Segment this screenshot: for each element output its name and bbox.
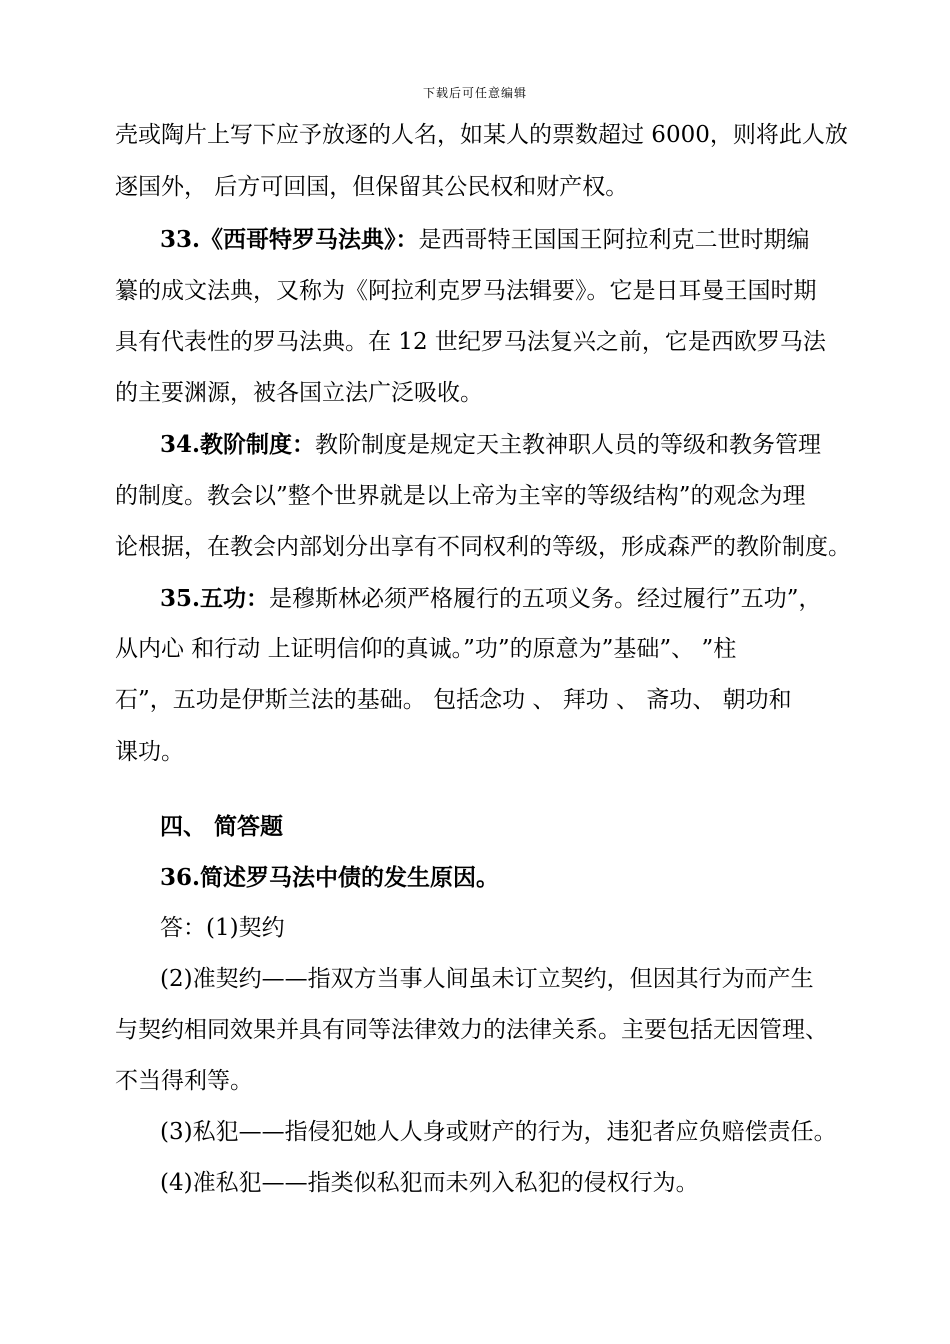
term-35: 35.五功：	[160, 585, 270, 612]
body-line: 从内心 和行动 上证明信仰的真诚。”功”的原意为”基础”、 ”柱	[115, 636, 737, 662]
answer-point-4: (4)准私犯——指类似私犯而未列入私犯的侵权行为。	[160, 1170, 699, 1196]
term-34: 34.教阶制度：	[160, 431, 316, 458]
body-line: 壳或陶片上写下应予放逐的人名，如某人的票数超过 6000，则将此人放	[115, 122, 848, 148]
body-line: 论根据，在教会内部划分出享有不同权利的等级，形成森严的教阶制度。	[115, 534, 851, 560]
body-line: 课功。	[115, 739, 184, 765]
body-line: 不当得利等。	[115, 1068, 253, 1094]
question-title: 36.简述罗马法中债的发生原因。	[160, 864, 500, 891]
term-33: 33.《西哥特罗马法典》：	[160, 226, 419, 253]
body-line: 逐国外， 后方可回国，但保留其公民权和财产权。	[115, 174, 629, 200]
answer-label: 答：(1)契约	[160, 915, 285, 941]
definition-34-text: 教阶制度是规定天主教神职人员的等级和教务管理	[315, 432, 822, 458]
definition-34-line	[160, 433, 821, 457]
answer-point-3: (3)私犯——指侵犯她人人身或财产的行为，违犯者应负赔偿责任。	[160, 1119, 837, 1145]
body-line: 纂的成文法典，又称为《阿拉利克罗马法辑要》。它是日耳曼王国时期	[115, 278, 817, 304]
answer-point-2: (2)准契约——指双方当事人间虽未订立契约，但因其行为而产生	[160, 966, 814, 992]
definition-35-line	[160, 587, 822, 611]
definition-33-line	[160, 228, 810, 252]
body-line: 石”，五功是伊斯兰法的基础。 包括念功 、 拜功 、 斋功、 朝功和	[115, 687, 792, 713]
definition-33-text: 是西哥特王国国王阿拉利克二世时期编	[418, 227, 810, 253]
definition-35-text: 是穆斯林必须严格履行的五项义务。经过履行”五功”，	[269, 586, 822, 612]
section-heading: 四、 简答题	[160, 813, 284, 840]
body-line: 的制度。教会以”整个世界就是以上帝为主宰的等级结构”的观念为理	[115, 483, 806, 509]
body-line: 的主要渊源，被各国立法广泛吸收。	[115, 380, 483, 406]
page-header: 下载后可任意编辑	[422, 86, 527, 100]
body-line: 与契约相同效果并具有同等法律效力的法律关系。主要包括无因管理、	[115, 1017, 828, 1043]
body-line: 具有代表性的罗马法典。在 12 世纪罗马法复兴之前，它是西欧罗马法	[115, 329, 826, 355]
